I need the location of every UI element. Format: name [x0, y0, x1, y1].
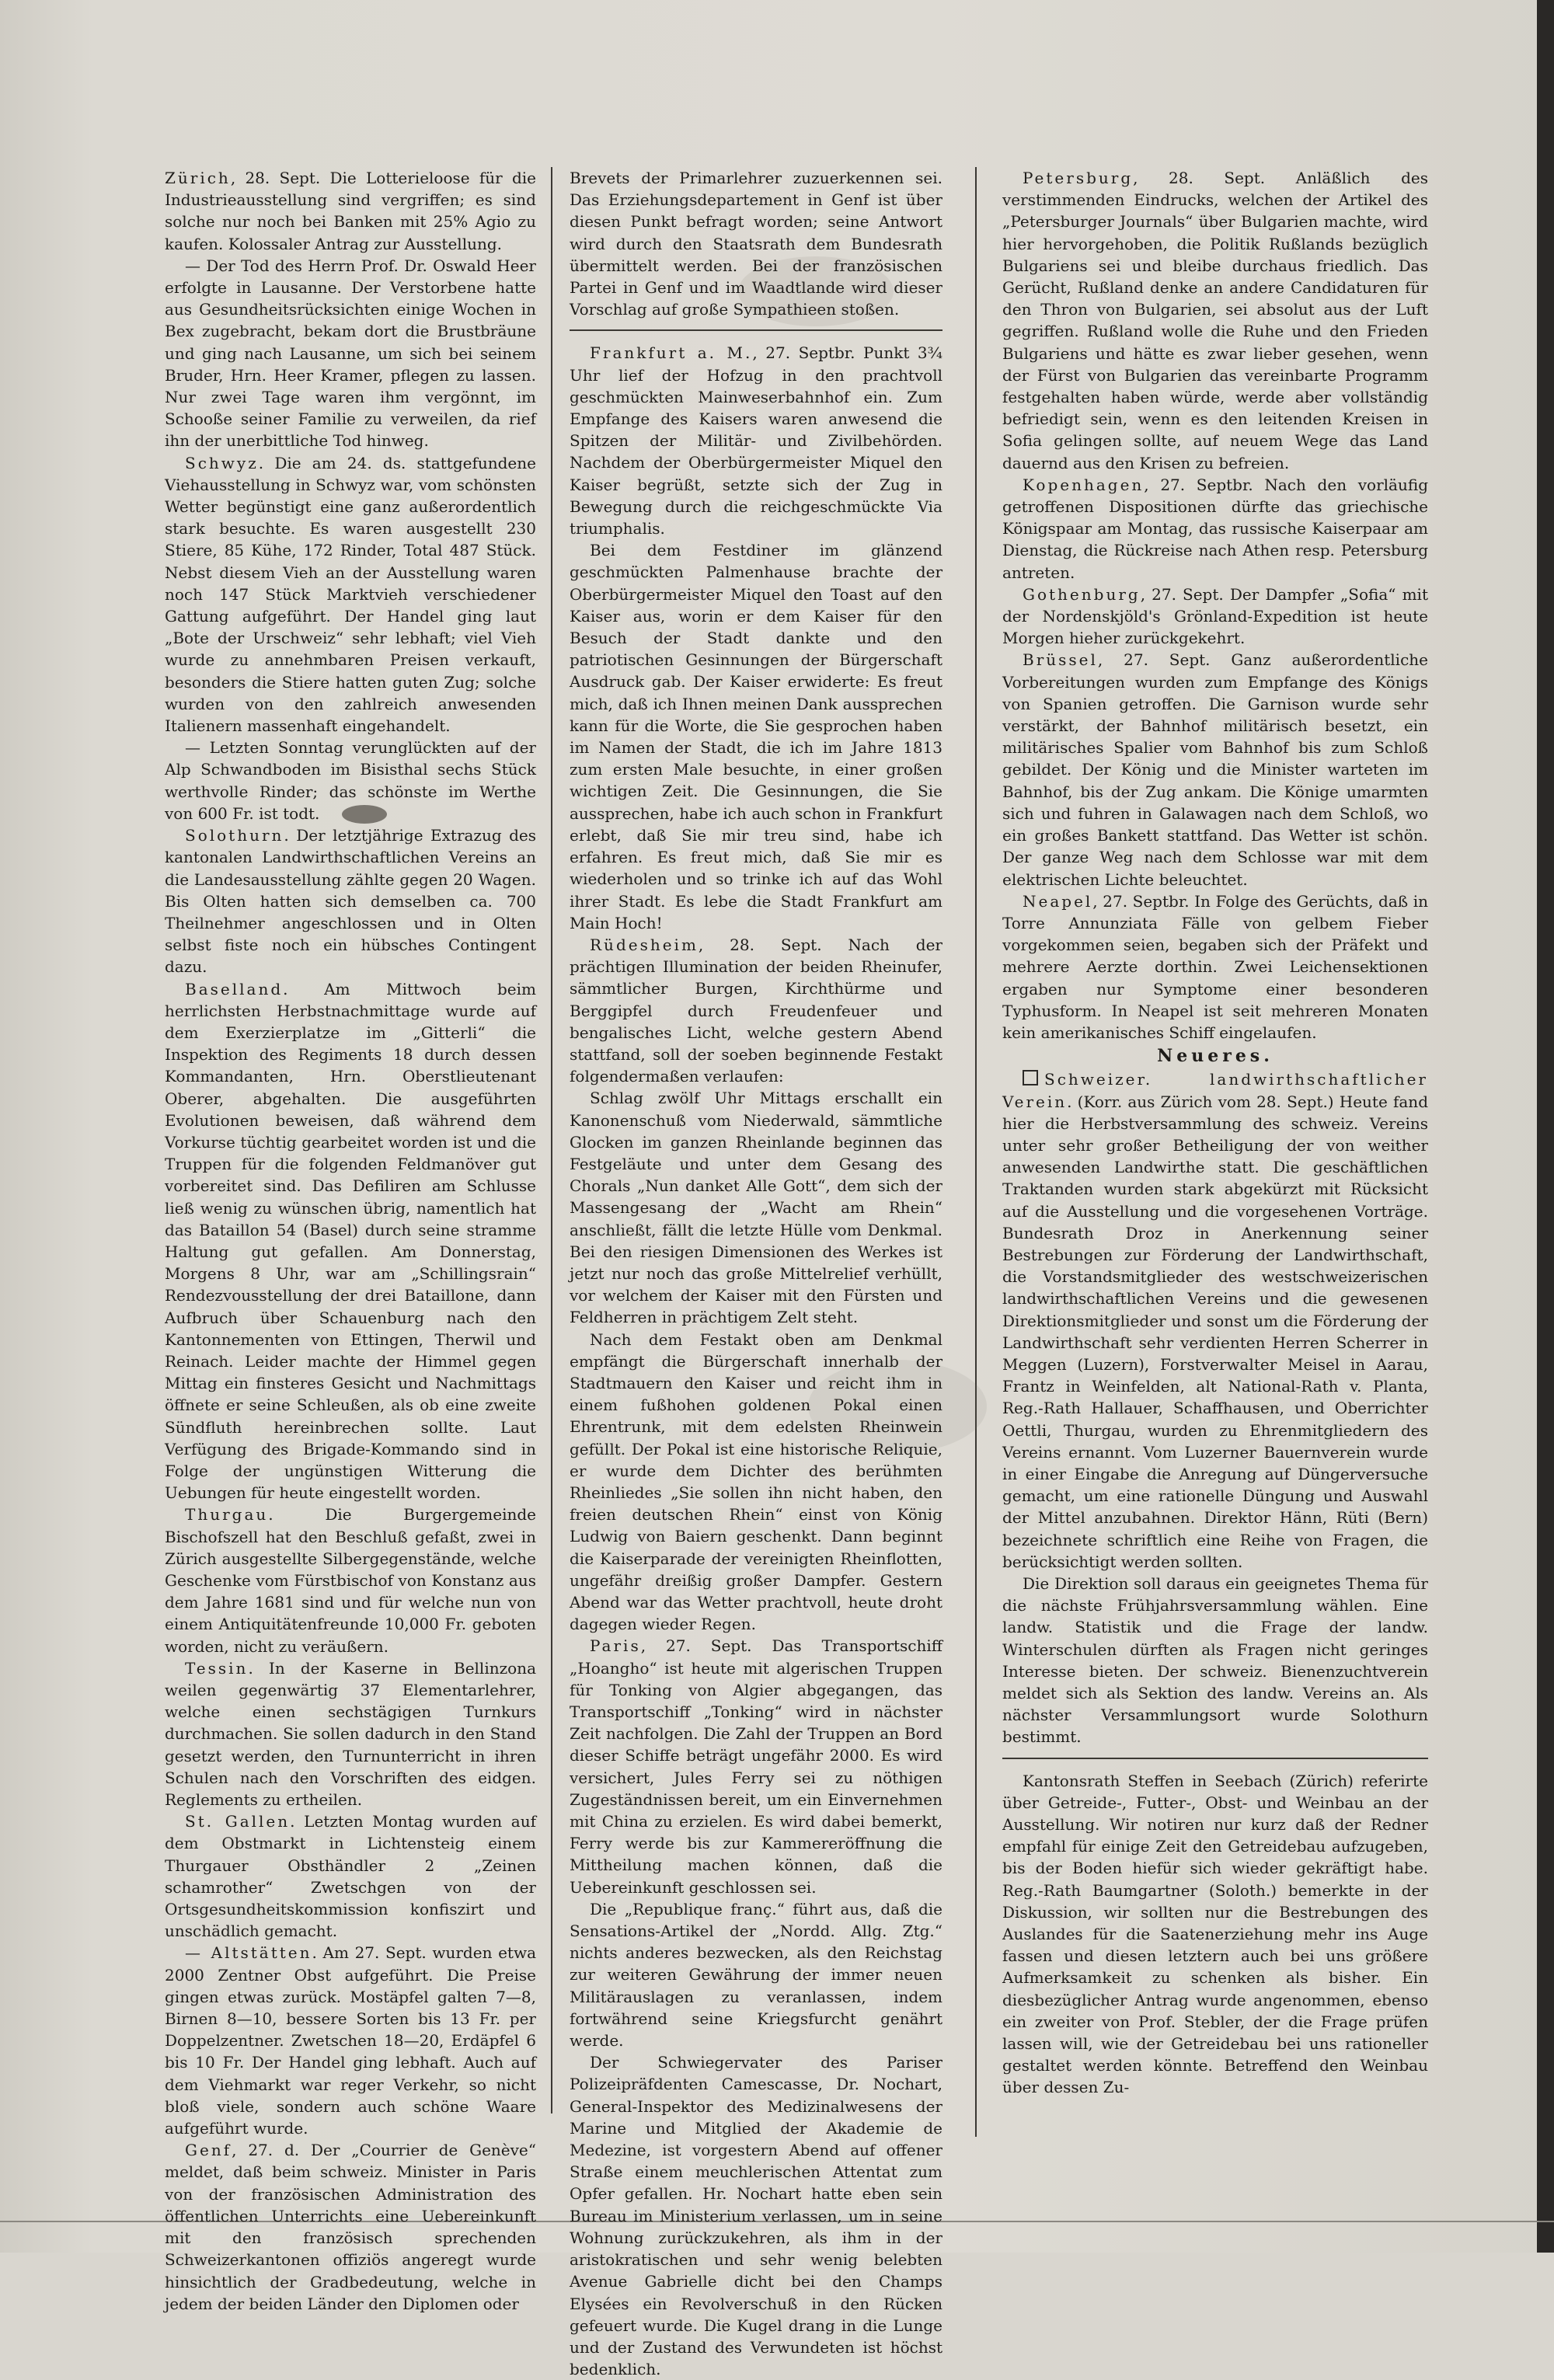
article-text: , 27. Septbr. Punkt 3¾ Uhr lief der Hofzug in den prachtvoll geschmückten Mainweserbahnhof ein. Zum Empfange des Kaisers waren anwesend die Spitzen der Militär- und Zivilbehörden. Nachdem der Oberbürgermeister Miquel den Kaiser begrüßt, setzte sich der Zug in Bewegung durch die reichgeschmückte Via triumphalis.: [570, 343, 943, 538]
article-text: , 28. Sept. Anläßlich des verstimmenden Eindrucks, welchen der Artikel des „Petersburger Journals“ über Bulgarien machte, wird hier hervorgehoben, die Politik Rußlands bezüglich Bulgariens sei und bleibe durchaus friedlich. Das Gerücht, Rußland denke an andere Candidaturen für den Thron von Bulgarien, sei absolut aus der Luft gegriffen. Rußland wolle die Ruhe und den Frieden Bulgariens und hätte es zwar lieber gesehen, wenn der Fürst von Bulgarien das vereinbarte Programm festgehalten haben würde, werde aber vollständig befriedigt sein, wenn es den leitenden Kreisen in Sofia gelingen sollte, auf neuem Wege das Land dauernd aus den Krisen zu befreien.: [1002, 169, 1428, 472]
dateline-place: Gothenburg: [1023, 584, 1141, 604]
article-paragraph: Kantonsrath Steffen in Seebach (Zürich) referirte über Getreide-, Futter-, Obst- und Weinbau an der Ausstellung. Wir notiren nur kurz daß der Redner empfahl für einige Zeit den Getreidebau aufzugeben, bis der Boden hiefür sich wieder gekräftigt habe. Reg.-Rath Baumgartner (Soloth.) bemerkte in der Diskussion, wir sollten nur die Bestrebungen des Auslandes für die Saatenerziehung mehr ins Auge fassen und diesen letztern auch bei uns größere Aufmerksamkeit zu schenken als bisher. Ein diesbezüglicher Antrag wurde angenommen, ebenso ein zweiter von Prof. Stebler, der die Frage prüfen lassen will, wie der Getreidebau bei uns rationeller gestaltet werden könnte. Betreffend den Weinbau über dessen Zu-: [1002, 1758, 1428, 2099]
dateline-place: Brüssel: [1023, 650, 1098, 670]
dateline-place: Schwyz: [185, 453, 259, 472]
dateline-place: Genf: [185, 2141, 232, 2160]
article-bruessel: [1002, 649, 1428, 890]
article-thurgau: [165, 1504, 536, 1657]
article-landwirthschaftlicher-verein: [1002, 1068, 1428, 1573]
dateline-place: Neapel: [1023, 891, 1093, 911]
column-middle: [570, 167, 943, 2380]
article-solothurn: [165, 824, 536, 977]
article-paris: [570, 1635, 943, 1897]
column-right: [1002, 167, 1428, 2099]
article-paragraph: Nach dem Festakt oben am Denkmal empfängt die Bürgerschaft innerhalb der Stadtmauern den Kaiser und reicht ihm in einem fußhohen goldenen Pokal einen Ehrentrunk, mit dem edelsten Rheinwein gefüllt. Der Pokal ist eine historische Reliquie, er wurde dem Dichter des berühmten Rheinliedes „Sie sollen ihn nicht haben, den freien deutschen Rhein“ einst von König Ludwig von Baiern geschenkt. Dann beginnt die Kaiserparade der vereinigten Rheinflotten, ungefähr dreißig großer Dampfer. Gestern Abend war das Wetter prachtvoll, heute droht dagegen wieder Regen.: [570, 1329, 943, 1634]
article-kopenhagen: [1002, 474, 1428, 584]
article-text: . Am Mittwoch beim herrlichsten Herbstnachmittage wurde auf dem Exerzierplatze im „Gitterli“ die Inspektion des Regiments 18 durch dessen Kommandanten, Hrn. Oberstlieutenant Oberer, abgehalten. Die ausgeführten Evolutionen beweisen, daß während dem Vorkurse tüchtig gearbeitet worden ist und die Truppen für die folgenden Feldmanöver gut vorbereitet sind. Das Defiliren am Schlusse ließ wenig zu wünschen übrig, namentlich hat das Bataillon 54 (Basel) durch seine stramme Haltung gut gefallen. Am Donnerstag, Morgens 8 Uhr, war am „Schillingsrain“ Rendezvousstellung der drei Bataillone, dann Aufbruch über Schauenburg nach den Kantonnementen von Ettingen, Therwil und Reinach. Leider machte der Himmel gegen Mittag ein finsteres Gesicht und Nachmittags öffnete er seine Schleußen, als ob eine zweite Sündfluth hereinbrechen sollte. Laut Verfügung des Brigade-Kommando sind in Folge der ungünstigen Witterung die Uebungen für heute eingestellt worden.: [165, 979, 536, 1503]
article-text: , 27. Sept. Ganz außerordentliche Vorbereitungen wurden zum Empfange des Königs von Spanien getroffen. Die Garnison wurde sehr verstärkt, der Bahnhof militärisch besetzt, ein militärisches Spalier vom Bahnhof bis zum Schloß gebildet. Der König und die Minister warteten im Bahnhof, bis der Zug ankam. Die Könige umarmten sich und fuhren in Galawagen nach dem Schloß, wo ein großes Bankett stattfand. Das Wetter ist schön. Der ganze Weg nach dem Schlosse war mit dem elektrischen Lichte beleuchtet.: [1002, 650, 1428, 889]
article-text: , 27. Sept. Das Transportschiff „Hoangho“ ist heute mit algerischen Truppen für Tonking von Algier abgegangen, das Transportschiff „Tonking“ wird in nächster Zeit nachfolgen. Die Zahl der Truppen an Bord dieser Schiffe beträgt ungefähr 2000. Es wird versichert, Jules Ferry sei zu nöthigen Zugeständnissen bereit, um ein Einvernehmen mit China zu erzielen. Es wird dabei bemerkt, Ferry werde bis zur Kammereröffnung die Mittheilung machen können, daß die Uebereinkunft geschlossen sei.: [570, 1636, 943, 1897]
article-neapel: [1002, 890, 1428, 1044]
article-paragraph: — Der Tod des Herrn Prof. Dr. Oswald Heer erfolgte in Lausanne. Der Verstorbene hatte aus Gesundheitsrücksichten einige Wochen in Bex zugebracht, bekam dort die Brustbräune und ging nach Lausanne, um sich bei seinem Bruder, Hrn. Heer Kramer, pflegen zu lassen. Nur zwei Tage waren ihm vergönnt, im Schooße seiner Familie zu verweilen, da rief ihn der unerbittliche Tod hinweg.: [165, 256, 536, 451]
article-text: . Die Burgergemeinde Bischofszell hat den Beschluß gefaßt, zwei in Zürich ausgestellte Silbergegenstände, welche Geschenke vom Fürstbischof von Konstanz aus dem Jahre 1681 sind und für welche nun von einem Antiquitätenfreunde 10,000 Fr. geboten worden, nicht zu veräußern.: [165, 1505, 536, 1656]
dateline-place: Thurgau: [185, 1505, 269, 1525]
article-text: , 28. Sept. Nach der prächtigen Illumination der beiden Rheinufer, sämmtlicher Burgen, Kirchthürme und Berggipfel durch Freudenfeuer und bengalisches Licht, welche gestern Abend stattfand, soll der soeben beginnende Festakt folgendermaßen verlaufen:: [570, 935, 943, 1086]
article-paragraph: Die „Republique franç.“ führt aus, daß die Sensations-Artikel der „Nordd. Allg. Ztg.“ nichts anderes bezwecken, als den Reichstag zur weiteren Gewährung der immer neuen Militärauslagen zu veranlassen, indem fortwährend seine Kriegsfurcht genährt werde.: [570, 1899, 943, 2051]
column-rule-left: [551, 167, 552, 2113]
article-genf: [165, 2139, 536, 2315]
article-text: , 27. Septbr. In Folge des Gerüchts, daß in Torre Annunziata Fälle von gelbem Fieber vorgekommen seien, begaben sich der Präfekt und mehrere Aerzte dorthin. Zwei Leichensektionen ergaben nur Symptome einer besonderen Typhusform. In Neapel ist seit mehreren Monaten kein amerikanisches Schiff eingelaufen.: [1002, 891, 1428, 1042]
dateline-place: Schweizer. landwirthschaftlicher Verein: [1002, 1070, 1428, 1111]
article-text: . Der letztjährige Extrazug des kantonalen Landwirthschaftlichen Vereins an die Landesausstellung zählte gegen 20 Wagen. Bis Olten hatten sich demselben ca. 700 Theilnehmer angeschlossen und in Olten selbst fiste noch ein hübsches Contingent dazu.: [165, 826, 536, 977]
article-text: , 27. d. Der „Courrier de Genève“ meldet, daß beim schweiz. Minister in Paris von der französischen Administration des öffentlichen Unterrichts eine Uebereinkunft mit den französisch sprechenden Schweizerkantonen offiziös angeregt wurde hinsichtlich der Gradbedeutung, welche in jedem der beiden Länder den Diplomen oder: [165, 2141, 536, 2313]
dateline-place: Kopenhagen: [1023, 475, 1145, 494]
column-rule-right: [975, 167, 977, 2137]
article-text: . Die am 24. ds. stattgefundene Viehausstellung in Schwyz war, vom schönsten Wetter begünstigt eine ganz außerordentlich stark besuchte. Es waren ausgestellt 230 Stiere, 85 Kühe, 172 Rinder, Total 487 Stück. Nebst diesem Vieh an der Ausstellung waren noch 147 Stück Marktvieh verschiedener Gattung aufgeführt. Der Handel ging laut „Bote der Urschweiz“ sehr lebhaft; viel Vieh wurde zu annehmbaren Preisen verkauft, besonders die Stiere hatten guten Zug; solche wurden von den zahlreich anwesenden Italienern massenhaft eingehandelt.: [165, 453, 536, 736]
section-heading-neueres: Neueres.: [1157, 1046, 1274, 1067]
article-tessin: [165, 1657, 536, 1810]
article-paragraph: — Letzten Sonntag verunglückten auf der Alp Schwandboden im Bisisthal sechs Stück werthvolle Rinder; das schönste im Werthe von 600 Fr. ist todt.: [165, 738, 536, 823]
article-text: , 28. Sept. Die Lotterieloose für die Industrieausstellung sind vergriffen; es sind solche nur noch bei Banken mit 25% Agio zu kaufen. Kolossaler Antrag zur Ausstellung.: [165, 169, 536, 253]
dateline-place: Paris: [590, 1636, 641, 1656]
column-left: [165, 167, 536, 2315]
article-text: . Am 27. Sept. wurden etwa 2000 Zentner Obst aufgeführt. Die Preise gingen etwas zurück. Mostäpfel galten 7—8, Birnen 8—10, bessere Sorten bis 13 Fr. per Doppelzentner. Zwetschen 18—20, Erdäpfel 6 bis 10 Fr. Der Handel ging lebhaft. Auch auf dem Viehmarkt war reger Verkehr, so nicht bloß viele, sondern auch schöne Waare aufgeführt wurde.: [165, 1943, 537, 2138]
article-frankfurt: [570, 329, 943, 539]
page-edge-shadow: [1537, 0, 1554, 2253]
article-paragraph: Die Direktion soll daraus ein geeignetes Thema für die nächste Frühjahrsversammlung wählen. Eine landw. Statistik und die Frage der landw. Winterschulen dürften als Fragen nicht geringes Interesse bieten. Der schweiz. Bienenzuchtverein meldet sich als Sektion des landw. Vereins an. Als nächster Versammlungsort wurde Solothurn bestimmt.: [1002, 1574, 1428, 1747]
article-text: . Letzten Montag wurden auf dem Obstmarkt in Lichtensteig einem Thurgauer Obsthändler 2 „Zeinen schamrother“ Zwetschgen von der Ortsgesundheitskommission konfiszirt und unschädlich gemacht.: [165, 1812, 536, 1941]
article-zuerich: [165, 167, 536, 255]
article-st-gallen: [165, 1810, 536, 1942]
dateline-place: — Altstätten: [185, 1943, 312, 1963]
dateline-place: Petersburg: [1023, 169, 1134, 187]
article-text: . In der Kaserne in Bellinzona weilen gegenwärtig 37 Elementarlehrer, welche einen sechstägigen Turnkurs durchmachen. Sie sollen dadurch in den Stand gesetzt werden, den Turnunterricht in ihren Schulen nach den Vorschriften des eidgen. Reglements zu ertheilen.: [165, 1658, 536, 1810]
article-continuation: Brevets der Primarlehrer zuzuerkennen sei. Das Erziehungsdepartement in Genf ist über diesen Punkt befragt worden; seine Antwort wird durch den Staatsrath dem Bundesrath übermittelt werden. Bei der französischen Partei in Genf und im Waadtlande wird dieser Vorschlag auf große Sympathieen stoßen.: [570, 169, 943, 319]
article-text: , 27. Sept. Der Dampfer „Sofia“ mit der Nordenskjöld's Grönland-Expedition ist heute Morgen hieher zurückgekehrt.: [1002, 584, 1428, 648]
article-text: . (Korr. aus Zürich vom 28. Sept.) Heute fand hier die Herbstversammlung des schweiz. Vereins unter sehr großer Betheiligung der von weither anwesenden Landwirthe statt. Die geschäftlichen Traktanden wurden stark abgekürzt mit Rücksicht auf die Ausstellung und die vorgesehenen Vorträge. Bundesrath Droz in Anerkennung seiner Bestrebungen zur Förderung der Landwirthschaft, die Vorstandsmitglieder des westschweizerischen landwirthschaftlichen Vereins und die gewesenen Direktionsmitglieder und sonst um die Förderung der Landwirthschaft sehr verdienten Herren Scherrer in Meggen (Luzern), Forstverwalter Meisel in Aarau, Frantz in Weinfelden, alt National-Rath v. Planta, Reg.-Rath Hallauer, Schaffhausen, und Oberrichter Oettli, Thurgau, wurden zu Ehrenmitgliedern des Vereins ernannt. Vom Luzerner Bauernverein wurde in einer Eingabe die Anregung auf Düngerversuche gemacht, um eine rationelle Düngung und Auswahl der Mittel anzubahnen. Direktor Hänn, Rüti (Bern) bezeichnete schriftlich eine Reihe von Fragen, die berücksichtigt werden sollten.: [1002, 1092, 1428, 1571]
article-schwyz: [165, 452, 536, 737]
article-paragraph: Bei dem Festdiner im glänzend geschmückten Palmenhause brachte der Oberbürgermeister Miquel den Toast auf den Kaiser aus, worin er dem Kaiser für den Besuch der Stadt dankte und den patriotischen Gesinnungen der Bürgerschaft Ausdruck gab. Der Kaiser erwiderte: Es freut mich, daß ich Ihnen meinen Dank aussprechen kann für die Worte, die Sie gesprochen haben im Namen der Stadt, die ich im Jahre 1813 zum ersten Male besuchte, in einer großen wichtigen Zeit. Die Gesinnungen, die Sie aussprechen, habe ich auch schon in Frankfurt erlebt, daß Sie mir treu sind, habe ich erfahren. Es freut mich, daß Sie mir es wiederholen und so trinke ich auf das Wohl ihrer Stadt. Es lebe die Stadt Frankfurt am Main Hoch!: [570, 541, 943, 932]
article-petersburg: [1002, 167, 1428, 474]
article-altstaetten: [165, 1942, 536, 2139]
article-text: , 27. Septbr. Nach den vorläufig getroffenen Dispositionen dürfte das griechische Königspaar am Montag, das russische Kaiserpaar am Dienstag, die Rückreise nach Athen resp. Petersburg antreten.: [1002, 475, 1428, 582]
article-baselland: [165, 978, 536, 1504]
dateline-place: Rüdesheim: [590, 935, 699, 954]
dateline-place: St. Gallen: [185, 1812, 291, 1831]
dateline-place: Baselland: [185, 979, 284, 998]
dateline-place: Tessin: [185, 1658, 249, 1678]
article-paragraph: Schlag zwölf Uhr Mittags erschallt ein Kanonenschuß vom Niederwald, sämmtliche Glocken im ganzen Rheinlande beginnen das Festgeläute und unter dem Gesang des Chorals „Nun danket Alle Gott“, dem sich der Massengesang der „Wacht am Rhein“ anschließt, fällt die letzte Hülle vom Denkmal. Bei den riesigen Dimensionen des Werkes ist jetzt nur noch das große Mittelrelief verhüllt, vor welchem der Kaiser mit den Fürsten und Feldherren in prächtigem Zelt steht.: [570, 1089, 943, 1327]
dateline-place: Frankfurt a. M.: [590, 343, 753, 363]
dateline-place: Zürich: [165, 169, 231, 187]
box-marker-icon: [1023, 1070, 1038, 1085]
article-gothenburg: [1002, 584, 1428, 650]
article-paragraph: Der Schwiegervater des Pariser Polizeipräfdenten Camescasse, Dr. Nochart, General-Inspektor des Medizinalwesens der Marine und Mitglied der Akademie de Medezine, ist vorgestern Abend auf offener Straße einem meuchlerischen Attentat zum Opfer gefallen. Hr. Nochart hatte eben sein Bureau im Ministerium verlassen, um in seine Wohnung zurückzukehren, als ihm in der aristokratischen und sehr wenig belebten Avenue Gabrielle dicht bei den Champs Elysées ein Revolverschuß in den Rücken gefeuert wurde. Die Kugel drang in die Lunge und der Zustand des Verwundeten ist höchst bedenklich.: [570, 2053, 943, 2379]
dateline-place: Solothurn: [185, 826, 284, 845]
article-ruedesheim: [570, 934, 943, 1087]
